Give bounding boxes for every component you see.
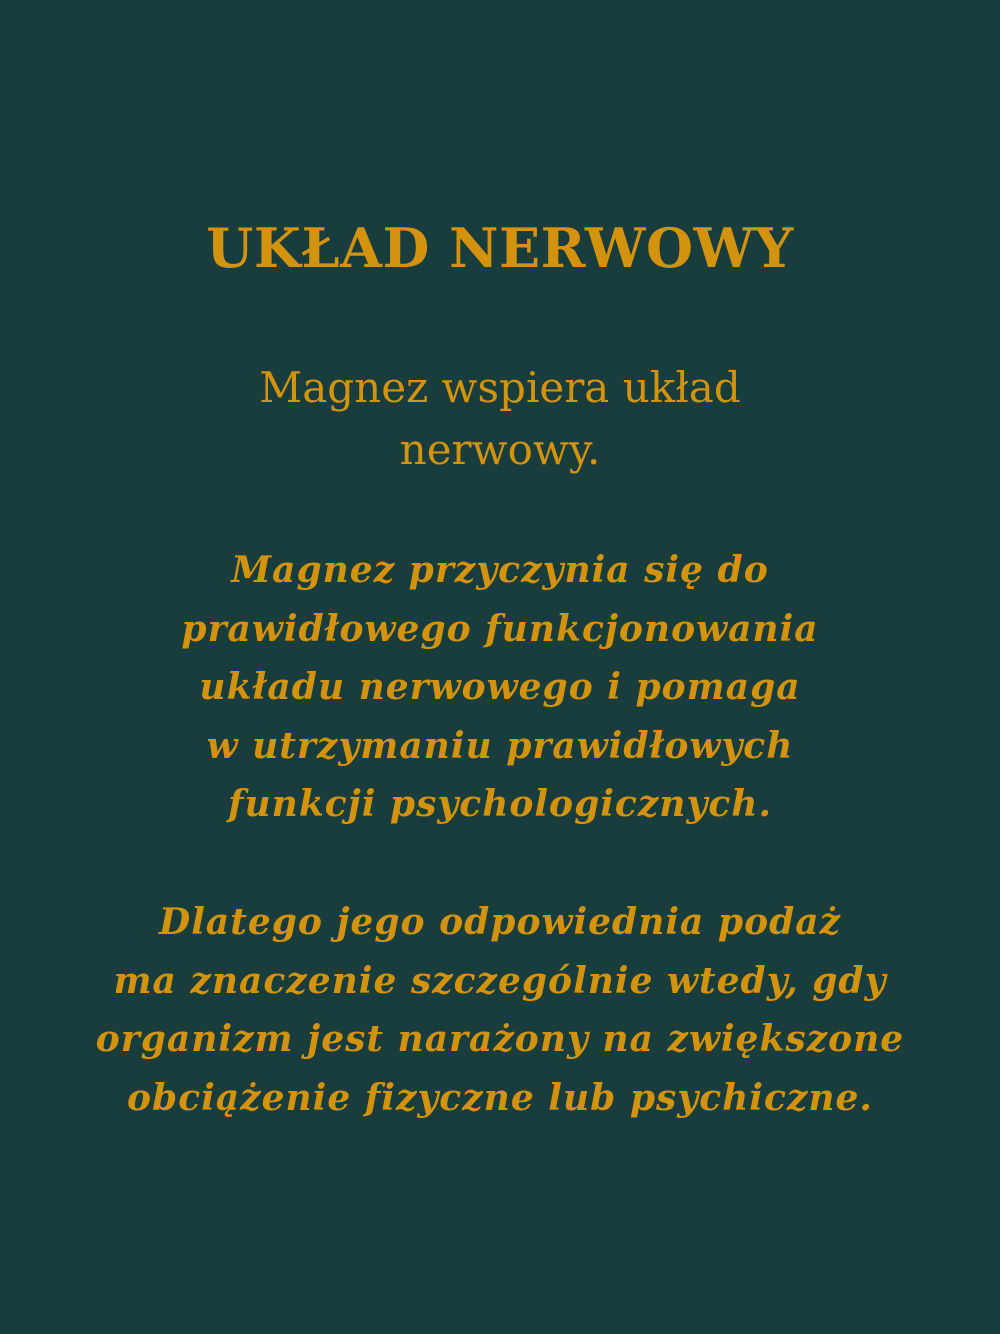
paragraph-nervous-system: [0, 541, 1000, 834]
paragraph-line: Magnez przyczynia się do: [231, 549, 769, 591]
paragraph-line: Dlatego jego odpowiednia podaż: [158, 901, 842, 943]
paragraph-line: układu nerwowego i pomaga: [199, 666, 801, 708]
subtitle-line: nerwowy.: [399, 425, 601, 474]
paragraph-line: funkcji psychologicznych.: [227, 783, 772, 825]
page-title: UKŁAD NERWOWY: [206, 216, 794, 280]
subtitle: [0, 357, 1000, 481]
paragraph-supply: [0, 893, 1000, 1127]
paragraph-line: w utrzymaniu prawidłowych: [206, 724, 794, 767]
subtitle-line: Magnez wspiera układ: [259, 363, 741, 412]
paragraph-line: ma znaczenie szczególnie wtedy, gdy: [113, 959, 887, 1002]
paragraph-line: prawidłowego funkcjonowania: [181, 607, 819, 650]
paragraph-line: organizm jest narażony na zwiększone: [95, 1018, 905, 1060]
paragraph-line: obciążenie fizyczne lub psychiczne.: [127, 1076, 873, 1119]
